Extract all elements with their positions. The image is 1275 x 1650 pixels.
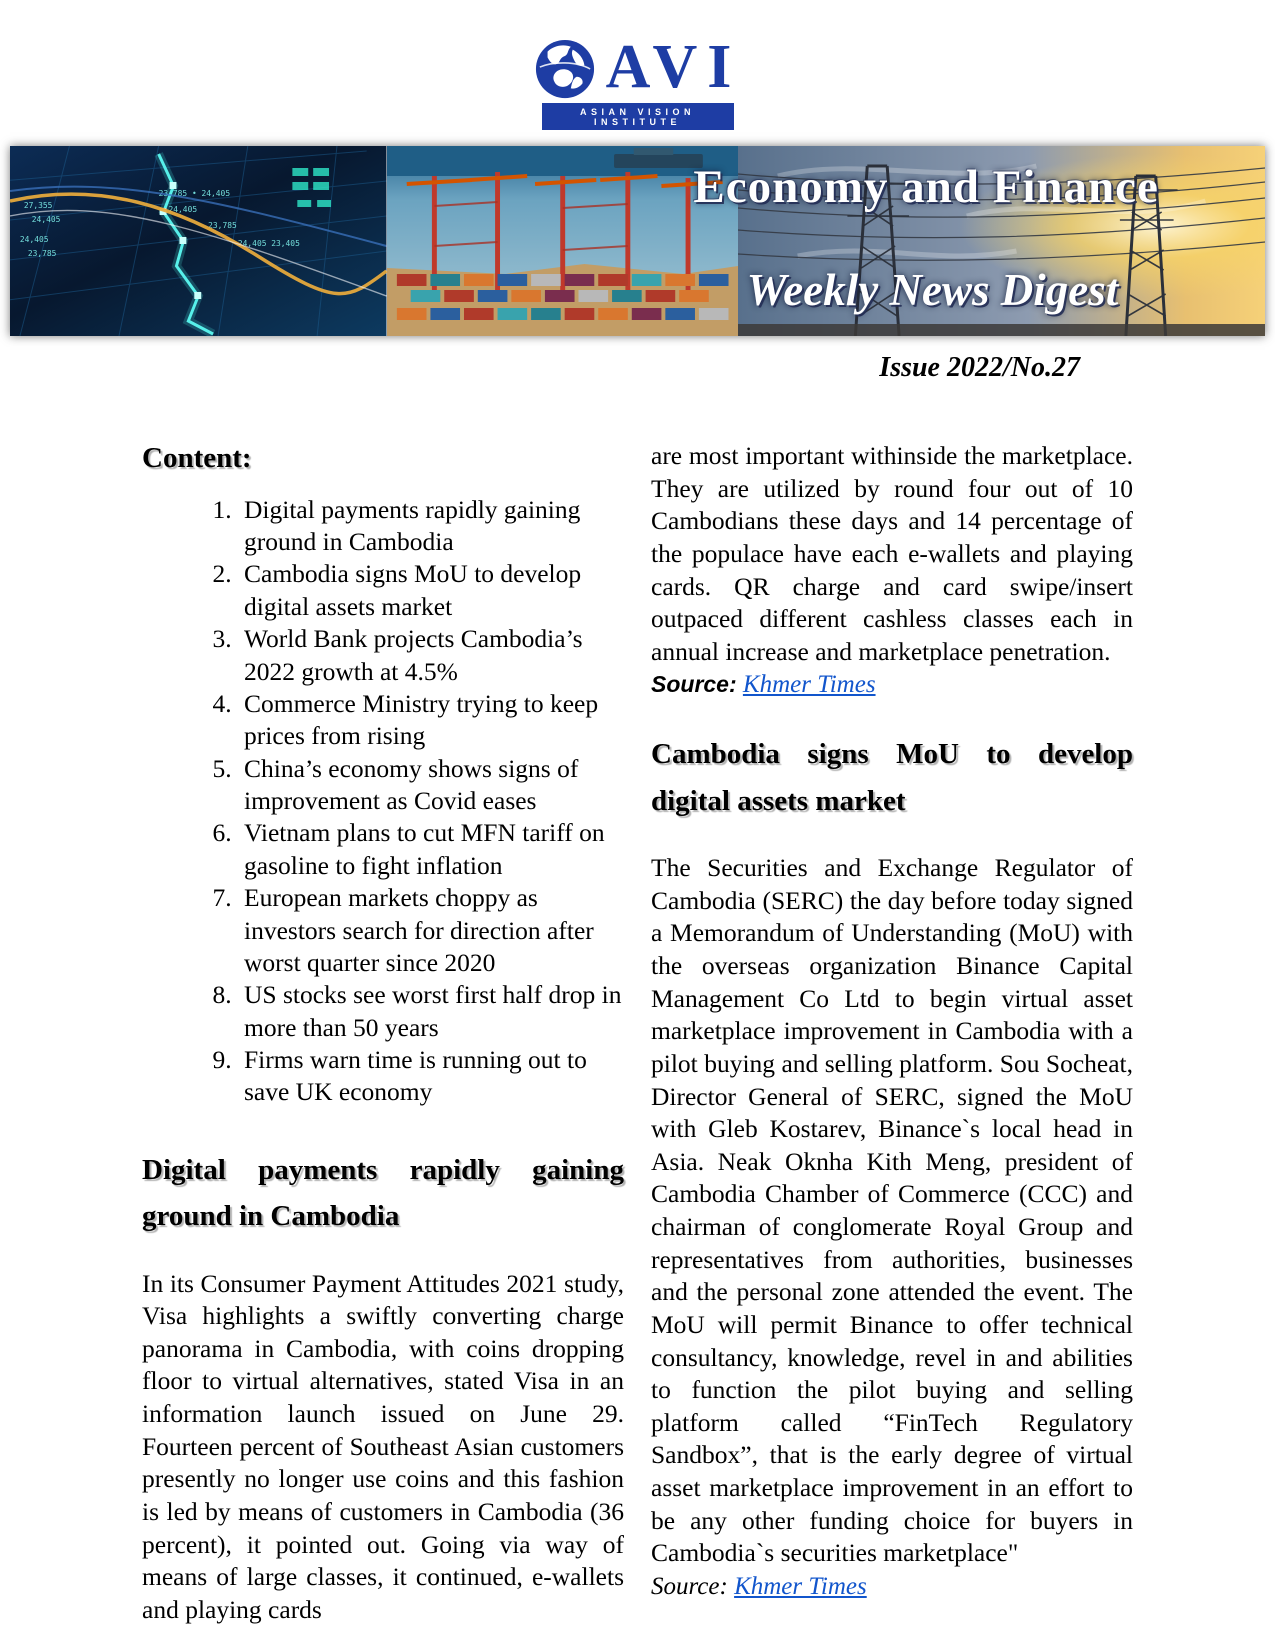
banner: [10, 146, 1265, 336]
logo-institute-name: ASIAN VISION INSTITUTE: [542, 103, 734, 130]
article-1-body-right: are most important withinside the marketplace. They are utilized by round four out of 10 Cambodians these days and 14 percentage of the populace have each e-wallets and playing cards. QR charge and card swipe/insert outpaced different cashless classes each in annual increase and marketplace penetration.: [651, 441, 1133, 666]
toc-item-7: 7. European markets choppy as investors search for direction after worst quarter since 2020: [238, 882, 624, 979]
toc-item-8: 8. US stocks see worst first half drop in more than 50 years: [238, 979, 624, 1044]
header: [0, 0, 1275, 130]
logo-acronym: AVI: [605, 33, 742, 101]
left-column: [142, 440, 624, 1626]
svg-text:24,405: 24,405: [31, 214, 61, 225]
svg-text:23,785 • 24,405: 23,785 • 24,405: [158, 188, 231, 199]
issue-number: Issue 2022/No.27: [879, 352, 1080, 383]
content-columns: [0, 384, 1275, 1626]
toc-item-4: 4. Commerce Ministry trying to keep prices from rising: [238, 688, 624, 753]
avi-logo: [534, 33, 742, 102]
article-1-body-left: In its Consumer Payment Attitudes 2021 study, Visa highlights a swiftly converting charge panorama in Cambodia, with coins dropping floor to virtual alternatives, stated Visa in an information launch issued on June 29. Fourteen percent of Southeast Asian customers presently no longer use coins and this fashion is led by means of customers in Cambodia (36 percent), it pointed out. Going via way of means of large classes, it continued, e-wallets and playing cards: [142, 1268, 624, 1624]
source-label: Source:: [651, 1572, 728, 1600]
right-column: [651, 440, 1133, 1626]
article-1-source: [651, 669, 1133, 701]
banner-subtitle: Weekly News Digest: [746, 265, 1119, 315]
toc-item-3: 3. World Bank projects Cambodia’s 2022 growth at 4.5%: [238, 623, 624, 688]
globe-icon: [534, 38, 596, 100]
toc-item-9: 9. Firms warn time is running out to save UK economy: [238, 1044, 624, 1109]
article-2-title: Cambodia signs MoU to develop digital assets market: [651, 738, 1133, 817]
svg-text:24,405: 24,405: [19, 234, 49, 245]
table-of-contents: [142, 494, 624, 1109]
toc-item-6: 6. Vietnam plans to cut MFN tariff on gasoline to fight inflation: [238, 817, 624, 882]
toc-item-1: 1. Digital payments rapidly gaining ground in Cambodia: [238, 494, 624, 559]
article-2-body: The Securities and Exchange Regulator of Cambodia (SERC) the day before today signed a Memorandum of Understanding (MoU) with the overseas organization Binance Capital Management Co Ltd to begin virtual asset marketplace improvement in Cambodia with a pilot buying and selling platform. Sou Socheat, Director General of SERC, signed the MoU with Gleb Kostarev, Binance`s local head in Asia. Neak Oknha Kith Meng, president of Cambodia Chamber of Commerce (CCC) and chairman of conglomerate Royal Group and representatives from authorities, businesses and the personal zone attended the event. The MoU will permit Binance to offer technical consultancy, knowledge, revel in and abilities to function the pilot buying and selling platform called “FinTech Regulatory Sandbox”, that is the early degree of virtual asset marketplace improvement in an effort to be any other funding choice for buyers in Cambodia`s securities marketplace": [651, 853, 1133, 1568]
svg-text:24,405 23,405: 24,405 23,405: [237, 238, 300, 249]
article-1-title: Digital payments rapidly gaining ground in Cambodia: [142, 1153, 624, 1233]
article-2-source: [651, 1571, 1133, 1603]
toc-item-2: 2. Cambodia signs MoU to develop digital assets market: [238, 558, 624, 623]
stock-chart-photo: [10, 146, 387, 336]
source-label: Source:: [651, 671, 737, 698]
svg-text:23,785: 23,785: [208, 220, 237, 231]
svg-text:23,785: 23,785: [27, 248, 57, 259]
banner-title: Economy and Finance: [693, 161, 1159, 213]
svg-text:27,355: 27,355: [23, 200, 53, 211]
svg-text:24,405: 24,405: [168, 204, 198, 215]
khmer-times-link[interactable]: Khmer Times: [742, 671, 876, 699]
toc-item-5: 5. China’s economy shows signs of improvement as Covid eases: [238, 753, 624, 818]
khmer-times-link[interactable]: Khmer Times: [734, 1572, 867, 1600]
content-heading: Content:: [142, 442, 252, 474]
